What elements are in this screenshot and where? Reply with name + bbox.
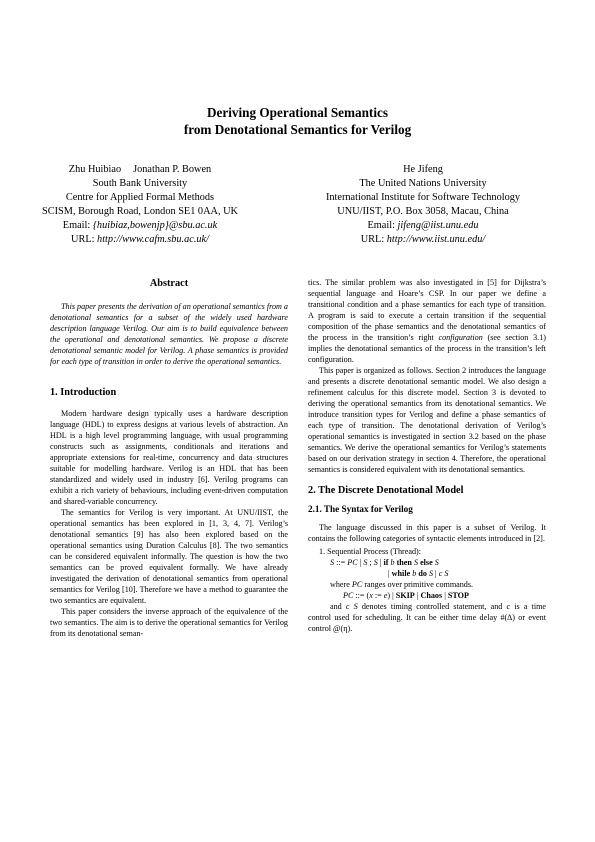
intro-paragraph-3: This paper considers the inverse approach of the equivalence of the two semantics. The aim is to derive the operational semantics for Verilog from its denotational seman- (50, 607, 288, 638)
right-column (308, 277, 546, 634)
syntax-paragraph: The language discussed in this paper is a subset of Verilog. It contains the following categories of syntactic elements introduced in [2]. (308, 523, 546, 543)
author-block-right (278, 163, 568, 247)
url-line: URL: http://www.cafm.sbu.ac.uk/ (71, 234, 209, 245)
email-line: Email: {huibiaz,bowenjp}@sbu.ac.uk (62, 220, 218, 231)
author-name: Zhu Huibiao (68, 164, 122, 175)
organization-paragraph: This paper is organized as follows. Section 2 introduces the language and presents a discrete denotational semantic model. We also design a refinement calculus for this discrete model. Section 3 is devoted to deriving the operational semantics from its denotational semantics. We introduce transition types for Verilog and define a phase semantics of each type of transition. The denotational derivation of Verilog’s operational semantics is investigated in section 3.2 based on the phase semantics. We derive the operational semantics for Verilog’s statements based on our derivation strategy in section 4. Therefore, the operational semantics is considered equivalent with its denotational semantics. (308, 366, 546, 474)
grammar-line-2: | while b do S | c S (388, 569, 449, 578)
url-link: http://www.iist.unu.edu/ (386, 234, 486, 245)
affiliation-line: SCISM, Borough Road, London SE1 0AA, UK (42, 206, 238, 217)
affiliation-line: International Institute for Software Technology (325, 192, 521, 203)
intro-paragraph-3-continued: tics. The similar problem was also investigated in [5] for Dijkstra’s sequential language and Hoare’s CSP. In our paper we define a transitional condition and a phase semantics for each type of transition. A program is said to execute a certain transition if the sequential composition of the phase semantics and the denotational semantics of the process in the transition’s right configuration (see section 3.1) implies the denotational semantics of the process in the transition’s left configuration. (308, 278, 546, 364)
timing-control-paragraph: and c S denotes timing controlled statement, and c is a time control used for scheduling. It can be either time delay #(∆) or event control @(η). (308, 602, 547, 633)
abstract-heading: Abstract (149, 278, 189, 289)
author-names-left (20, 163, 260, 177)
affiliation-line: The United Nations University (359, 178, 487, 189)
list-item-sequential-process: 1. Sequential Process (Thread): (319, 547, 421, 556)
affiliation-line: UNU/IIST, P.O. Box 3058, Macau, China (337, 206, 509, 217)
email-address: {huibiaz,bowenjp}@sbu.ac.uk (92, 220, 218, 231)
affiliation-line: South Bank University (92, 178, 188, 189)
section-heading-discrete-model: 2. The Discrete Denotational Model (308, 485, 464, 496)
author-block-left (20, 163, 260, 247)
subsection-heading-syntax: 2.1. The Syntax for Verilog (308, 504, 413, 514)
affiliation-line: Centre for Applied Formal Methods (65, 192, 215, 203)
intro-paragraph-1: Modern hardware design typically uses a hardware description language (HDL) to express designs at various levels of abstraction. An HDL is a high level programming language, with usual programming constructs such as assignments, conditionals and iterations and appropriate extensions for real-time, concurrency and data structures suitable for modelling hardware. Verilog is an HDL that has been standardized and widely used in industry [6]. Verilog programs can exhibit a rich variety of behaviours, including event-driven computation and shared-variable concurrency. (50, 409, 288, 506)
grammar-line-1: S ::= PC | S ; S | if b then S else S (330, 558, 439, 567)
paper-title-line-1: Deriving Operational Semantics (207, 105, 388, 120)
author-name: He Jifeng (403, 164, 443, 175)
email-address: jifeng@iist.unu.edu (397, 220, 479, 231)
abstract-text: This paper presents the derivation of an operational semantics from a denotational semantics for a subset of the widely used hardware description language Verilog. Our aim is to build equivalence between the operational and denotational semantics. We propose a discrete denotational semantic model for Verilog. A phase semantics is provided for each type of transition in order to derive the operational semantics. (50, 302, 288, 366)
grammar-line-3: PC ::= (x := e) | SKIP | Chaos | STOP (343, 591, 469, 600)
email-line: Email: jifeng@iist.unu.edu (367, 220, 479, 231)
where-clause: where PC ranges over primitive commands. (330, 580, 474, 589)
url-line: URL: http://www.iist.unu.edu/ (360, 234, 486, 245)
author-name: Jonathan P. Bowen (133, 164, 212, 175)
intro-paragraph-2: The semantics for Verilog is very important. At UNU/IIST, the operational semantics has been explored in [1, 3, 4, 7]. Verilog’s denotational semantics [9] has also been explored based on the operational semantics using Duration Calculus [8]. The two semantics can be considered equivalent informally. The question is how the two semantics can be proved equivalent formally. We have already investigated the derivation of denotational semantics from operational semantics for Verilog [10]. Therefore we have a method to guarantee the two semantics are equivalent. (50, 508, 288, 605)
section-heading-introduction: 1. Introduction (50, 387, 117, 398)
left-column (50, 277, 288, 639)
url-link: http://www.cafm.sbu.ac.uk/ (97, 234, 209, 245)
paper-title-line-2: from Denotational Semantics for Verilog (183, 122, 412, 137)
